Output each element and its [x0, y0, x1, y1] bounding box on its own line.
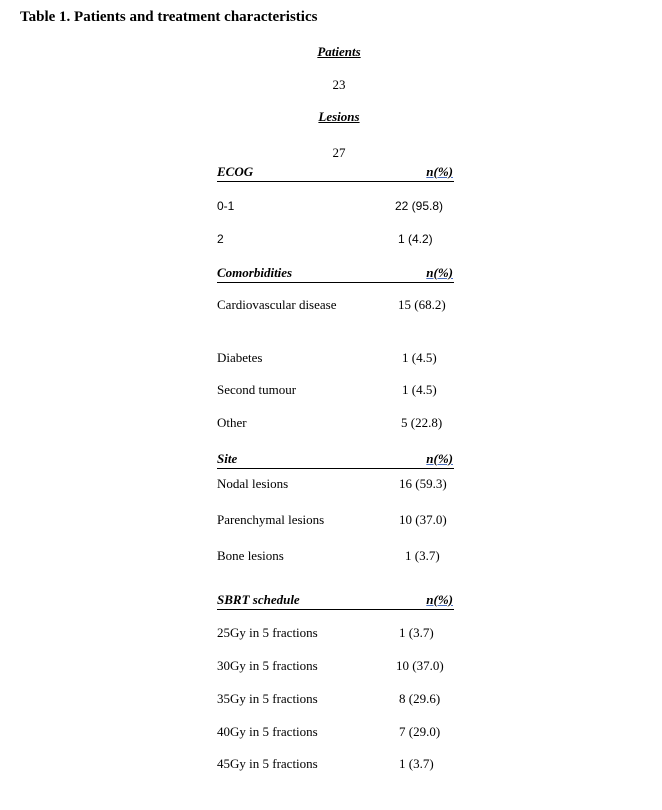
- row-label: 0-1: [217, 199, 235, 213]
- row-label: 2: [217, 232, 224, 246]
- row-value: 7 (29.0): [399, 724, 441, 739]
- section-ecog: [217, 164, 454, 182]
- row-label: 40Gy in 5 fractions: [217, 724, 318, 739]
- row-label: Diabetes: [217, 350, 263, 365]
- patients-label: Patients: [317, 44, 361, 59]
- row-value: 5 (22.8): [401, 415, 443, 430]
- row-label: Nodal lesions: [217, 476, 289, 491]
- row-value: 8 (29.6): [399, 691, 441, 706]
- column-header: n(%): [426, 451, 453, 466]
- row-label: 35Gy in 5 fractions: [217, 691, 318, 706]
- row-value: 10 (37.0): [396, 658, 444, 673]
- row-value: 1 (3.7): [399, 625, 434, 640]
- row-value: 1 (4.5): [402, 382, 437, 397]
- row-value: 1 (4.2): [398, 232, 433, 246]
- column-header: n(%): [426, 592, 453, 607]
- section-header-label: SBRT schedule: [217, 592, 300, 607]
- column-header: n(%): [426, 265, 453, 280]
- lesions-label: Lesions: [318, 109, 360, 124]
- row-label: 25Gy in 5 fractions: [217, 625, 318, 640]
- row-label: 30Gy in 5 fractions: [217, 658, 318, 673]
- row-label: 45Gy in 5 fractions: [217, 756, 318, 771]
- section-header: [217, 451, 454, 469]
- section-sbrt-schedule: [217, 592, 454, 610]
- row-value: 1 (3.7): [405, 548, 440, 563]
- row-value: 15 (68.2): [398, 297, 446, 312]
- section-header: [217, 164, 454, 182]
- section-header-label: ECOG: [217, 164, 254, 179]
- section-header-label: Site: [217, 451, 238, 466]
- row-value: 1 (3.7): [399, 756, 434, 771]
- row-label: Cardiovascular disease: [217, 297, 337, 312]
- row-value: 10 (37.0): [399, 512, 447, 527]
- row-label: Other: [217, 415, 247, 430]
- row-label: Bone lesions: [217, 548, 284, 563]
- patients-value: 23: [332, 77, 346, 92]
- table-title: Table 1. Patients and treatment characteristics: [20, 9, 318, 25]
- section-site: [217, 451, 454, 469]
- row-value: 1 (4.5): [402, 350, 437, 365]
- row-label: Parenchymal lesions: [217, 512, 325, 527]
- section-comorbidities: [217, 265, 454, 283]
- row-label: Second tumour: [217, 382, 297, 397]
- lesions-value: 27: [332, 145, 346, 160]
- row-value: 16 (59.3): [399, 476, 447, 491]
- section-header-label: Comorbidities: [217, 265, 293, 280]
- section-header: [217, 592, 454, 610]
- row-value: 22 (95.8): [395, 199, 444, 213]
- column-header: n(%): [426, 164, 453, 179]
- section-header: [217, 265, 454, 283]
